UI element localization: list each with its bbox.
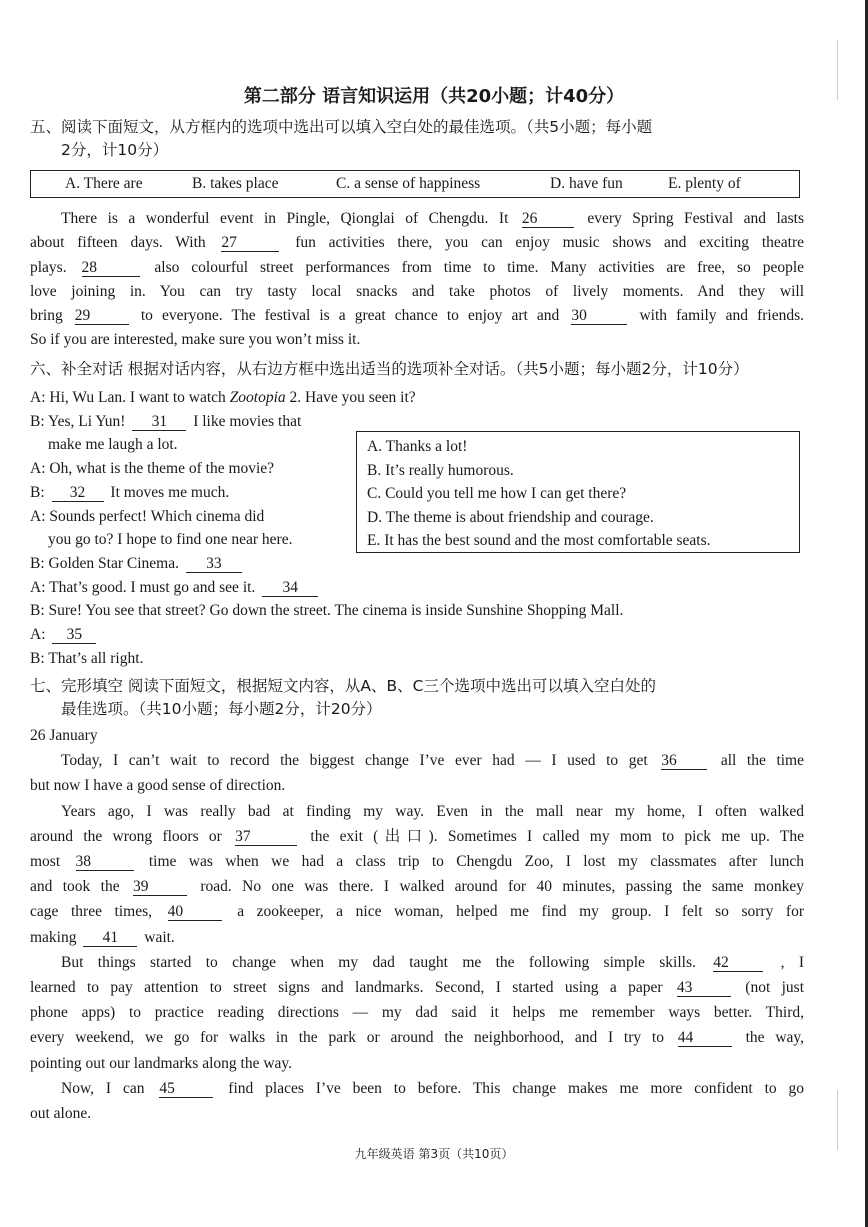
passage-line: pointing out our landmarks along the way.	[30, 1054, 293, 1072]
text: There is a wonderful event in Pingle, Qionglai of Chengdu. It	[61, 210, 509, 227]
option-b: B. takes place	[192, 175, 279, 192]
text: It moves me much.	[110, 483, 230, 501]
text: wait.	[144, 928, 175, 946]
text: But things started to change when my dad taught me the following simple skills.	[61, 953, 696, 971]
passage-line: out alone.	[30, 1105, 92, 1123]
text: A:	[30, 626, 46, 644]
passage-line	[30, 950, 804, 975]
dialogue-line	[30, 552, 623, 576]
text: learned to pay attention to street signs and landmarks. Second, I started using a paper	[30, 979, 663, 997]
text: making	[30, 928, 77, 946]
text: I like movies that	[193, 412, 302, 430]
blank-29[interactable]: 29	[75, 307, 129, 325]
text: the way,	[745, 1029, 805, 1047]
passage-line	[30, 748, 804, 773]
text: bring	[30, 307, 63, 325]
blank-39[interactable]: 39	[133, 878, 187, 896]
text: around the wrong floors or	[30, 827, 222, 845]
blank-40[interactable]: 40	[168, 903, 222, 921]
text: B: Yes, Li Yun!	[30, 412, 126, 430]
passage-line: love joining in. You can try tasty local snacks and take photos of lively moments. And they will	[30, 282, 804, 300]
choice-a: A. Thanks a lot!	[367, 438, 468, 455]
text: (not just	[745, 979, 805, 997]
blank-27[interactable]: 27	[221, 234, 279, 252]
section5-passage	[30, 207, 804, 353]
text: plays.	[30, 258, 67, 276]
text: find places I’ve been to before. This change makes me more confident to go	[228, 1079, 805, 1097]
blank-42[interactable]: 42	[713, 954, 763, 972]
section7-heading	[30, 675, 820, 721]
blank-34[interactable]: 34	[262, 579, 318, 597]
section5-heading-line2: 2分，计10分）	[61, 141, 169, 159]
dialogue-line: B: That’s all right.	[30, 649, 144, 667]
blank-43[interactable]: 43	[677, 979, 731, 997]
blank-37[interactable]: 37	[235, 828, 297, 846]
text: a zookeeper, a nice woman, helped me find my group. I felt so sorry for	[237, 903, 805, 921]
movie-title: Zootopia	[229, 389, 286, 406]
section5-heading-line1: 五、阅读下面短文，从方框内的选项中选出可以填入空白处的最佳选项。（共5小题；每小题	[30, 118, 653, 136]
choice-b: B. It’s really humorous.	[367, 461, 514, 479]
text: A: That’s good. I must go and see it.	[30, 578, 256, 596]
dialogue-line	[30, 386, 623, 410]
option-d: D. have fun	[550, 175, 623, 192]
dialogue-line: B: Sure! You see that street? Go down the street. The cinema is inside Sunshine Shopping Mall.	[30, 602, 624, 620]
section7-passage	[30, 723, 804, 1126]
passage-line	[30, 1076, 804, 1101]
section5-options-box	[30, 170, 800, 198]
section7-heading-line2: 最佳选项。（共10小题；每小题2分，计20分）	[61, 700, 382, 718]
choice-e: E. It has the best sound and the most comfortable seats.	[367, 532, 711, 550]
text: Today, I can’t wait to record the biggest change I’ve ever had — I used to get	[61, 752, 648, 770]
passage-line	[30, 849, 804, 874]
text: Now, I can	[61, 1079, 145, 1097]
blank-45[interactable]: 45	[159, 1080, 213, 1098]
part-title: 第二部分 语言知识运用（共20小题；计40分）	[243, 86, 625, 107]
blank-36[interactable]: 36	[661, 752, 707, 770]
blank-26[interactable]: 26	[522, 210, 574, 228]
dialogue-line	[30, 410, 623, 434]
blank-31[interactable]: 31	[132, 413, 186, 431]
section7-heading-line1: 七、完形填空 阅读下面短文，根据短文内容，从A、B、C三个选项中选出可以填入空白处的	[30, 677, 656, 695]
blank-38[interactable]: 38	[76, 853, 134, 871]
blank-28[interactable]: 28	[82, 259, 140, 277]
dialogue-line: you go to? I hope to find one near here.	[48, 531, 293, 549]
text: time was when we had a class trip to Chengdu Zoo, I lost my classmates after lunch	[148, 853, 805, 871]
text: most	[30, 853, 61, 871]
dialogue-line	[30, 623, 623, 647]
text: every weekend, we go for walks in the park or around the neighborhood, and I try to	[30, 1029, 664, 1047]
choice-d: D. The theme is about friendship and courage.	[367, 508, 654, 526]
option-a: A. There are	[65, 175, 143, 192]
text: also colourful street performances from time to time. Many activities are free, so people	[154, 258, 805, 276]
dialogue-line	[30, 576, 623, 600]
passage-line	[30, 899, 804, 924]
blank-44[interactable]: 44	[678, 1029, 732, 1047]
text: about fifteen days. With	[30, 234, 206, 252]
text: B:	[30, 483, 45, 501]
text: 2. Have you seen it?	[285, 389, 416, 406]
passage-line	[30, 824, 804, 849]
passage-line	[30, 975, 804, 1000]
passage-line	[30, 1025, 804, 1050]
text: , I	[780, 953, 805, 971]
page-footer: 九年级英语 第3页（共10页）	[354, 1147, 514, 1161]
text: the exit (出口). Sometimes I called my mom to pick me up. The	[310, 827, 805, 845]
scan-mark	[837, 1090, 838, 1150]
passage-line	[30, 256, 804, 280]
passage-line: phone apps) to practice reading directions — my dad said it helps me remember ways better. Third,	[30, 1004, 804, 1022]
dialogue-line: A: Sounds perfect! Which cinema did	[30, 507, 265, 525]
passage-line: Years ago, I was really bad at finding my way. Even in the mall near my home, I often walked	[61, 802, 804, 820]
passage-line	[30, 231, 804, 255]
passage-line	[30, 304, 804, 328]
text: with family and friends.	[639, 307, 805, 325]
text: and took the	[30, 878, 120, 896]
text: road. No one was there. I walked around for 40 minutes, passing the same monkey	[200, 878, 804, 896]
text: A: Hi, Wu Lan. I want to watch	[30, 389, 230, 406]
blank-41[interactable]: 41	[83, 929, 137, 947]
diary-date: 26 January	[30, 727, 98, 744]
passage-line: but now I have a good sense of direction.	[30, 777, 286, 795]
text: all the time	[720, 752, 804, 770]
blank-32[interactable]: 32	[52, 484, 104, 502]
option-c: C. a sense of happiness	[336, 175, 481, 192]
section5-heading	[30, 116, 815, 162]
blank-35[interactable]: 35	[52, 626, 96, 644]
passage-line	[30, 874, 804, 899]
passage-line	[30, 207, 804, 231]
option-e: E. plenty of	[668, 175, 741, 192]
section6-heading: 六、补全对话 根据对话内容，从右边方框中选出适当的选项补全对话。（共5小题；每小题2分，计10分）	[30, 360, 749, 378]
text: fun activities there, you can enjoy music shows and exciting theatre	[295, 234, 805, 252]
blank-30[interactable]: 30	[571, 307, 627, 325]
passage-line: So if you are interested, make sure you won’t miss it.	[30, 331, 361, 349]
text: to everyone. The festival is a great chance to enjoy art and	[140, 307, 560, 325]
text: every Spring Festival and lasts	[587, 210, 805, 227]
text: B: Golden Star Cinema.	[30, 554, 179, 572]
dialogue-line: make me laugh a lot.	[48, 436, 178, 454]
passage-line	[30, 925, 804, 950]
text: cage three times,	[30, 903, 152, 921]
choice-c: C. Could you tell me how I can get there?	[367, 485, 627, 503]
blank-33[interactable]: 33	[186, 555, 242, 573]
section6-choices-box	[356, 431, 800, 553]
dialogue-line: A: Oh, what is the theme of the movie?	[30, 460, 275, 478]
